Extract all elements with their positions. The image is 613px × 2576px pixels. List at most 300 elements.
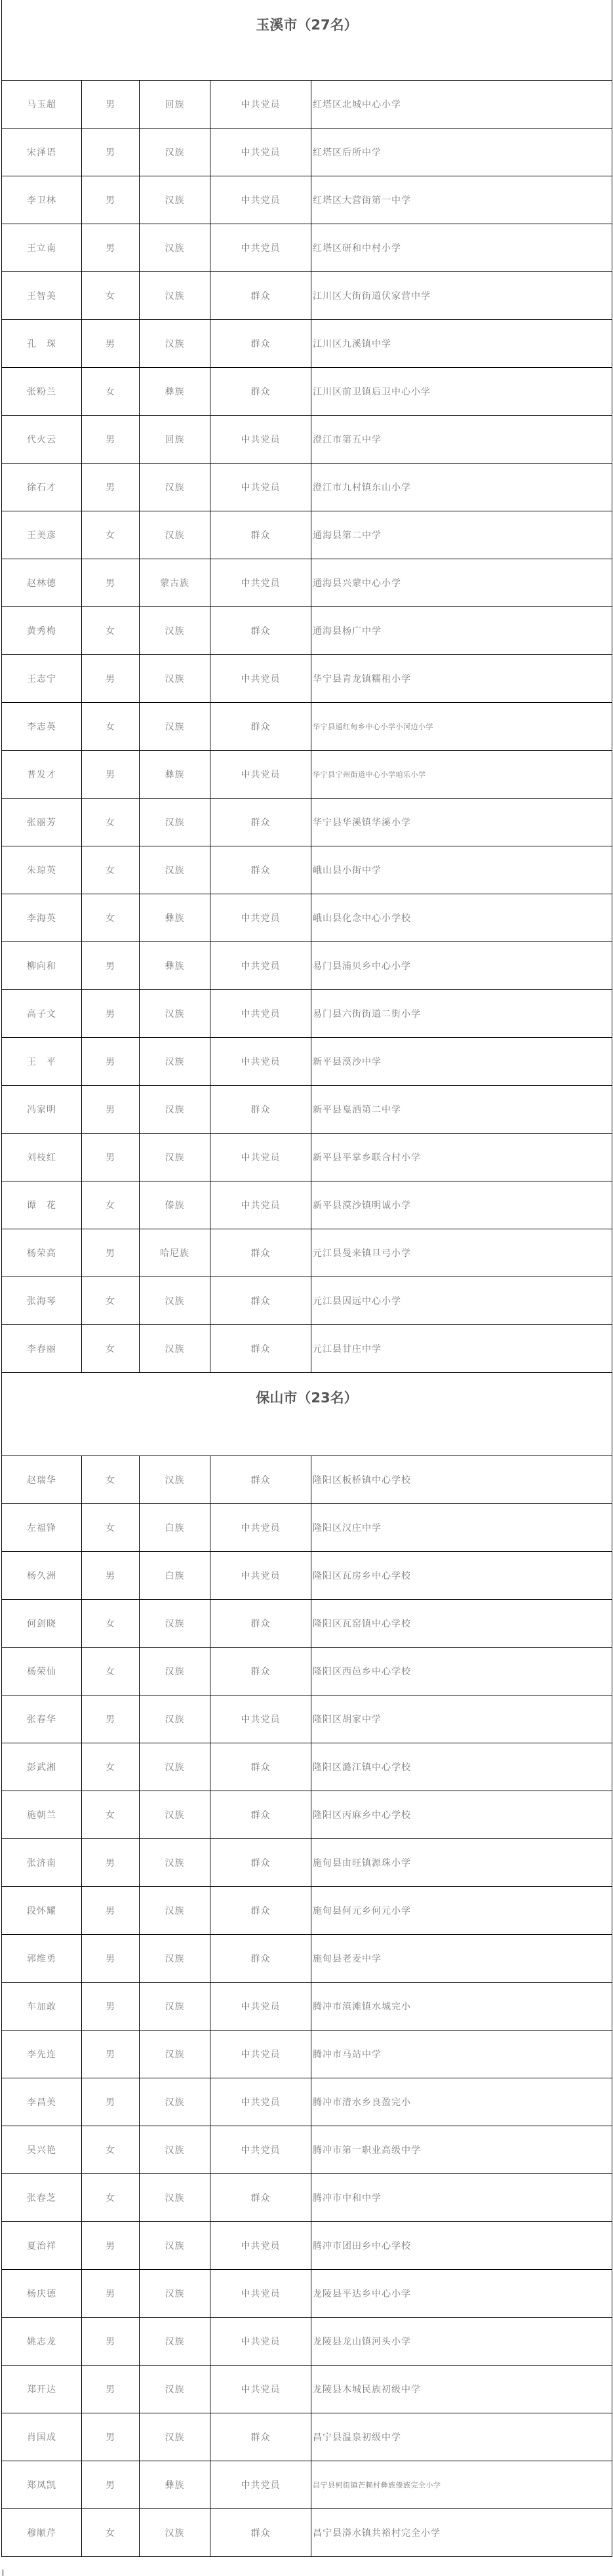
ethnicity-cell: 汉族 — [140, 1695, 210, 1743]
table-row — [2, 1695, 612, 1743]
teacher-list-document — [1, 0, 612, 2557]
ethnicity-cell: 汉族 — [140, 1839, 210, 1887]
ethnicity-cell: 汉族 — [140, 1791, 210, 1839]
political-status-cell: 群众 — [210, 1743, 311, 1791]
ethnicity-cell: 汉族 — [140, 1456, 210, 1504]
political-status-cell: 群众 — [210, 703, 311, 751]
ethnicity-cell: 汉族 — [140, 1743, 210, 1791]
sex-cell: 男 — [82, 2222, 140, 2270]
political-status-cell: 群众 — [210, 368, 311, 416]
table-row — [2, 1839, 612, 1887]
political-status-cell: 中共党员 — [210, 655, 311, 703]
political-status-cell: 中共党员 — [210, 990, 311, 1038]
teacher-name-cell: 刘枝红 — [2, 1134, 82, 1181]
ethnicity-cell: 哈尼族 — [140, 1229, 210, 1277]
political-status-cell: 群众 — [210, 1791, 311, 1839]
political-status-cell: 中共党员 — [210, 176, 311, 224]
table-row — [2, 368, 612, 416]
teacher-name-cell: 孔 琛 — [2, 320, 82, 368]
sex-cell: 男 — [82, 1935, 140, 1983]
sex-cell: 女 — [82, 1648, 140, 1695]
ethnicity-cell: 汉族 — [140, 2031, 210, 2078]
political-status-cell: 中共党员 — [210, 942, 311, 990]
teacher-name-cell: 何剑晓 — [2, 1600, 82, 1648]
teacher-name-cell: 李春丽 — [2, 1325, 82, 1373]
teacher-table-body — [2, 0, 612, 2557]
sex-cell: 女 — [82, 607, 140, 655]
school-cell: 施甸县何元乡何元小学 — [311, 1887, 612, 1935]
sex-cell: 男 — [82, 1552, 140, 1600]
political-status-cell: 中共党员 — [210, 1983, 311, 2031]
table-row — [2, 1743, 612, 1791]
teacher-name-cell: 谭 花 — [2, 1181, 82, 1229]
ethnicity-cell: 汉族 — [140, 2222, 210, 2270]
table-row — [2, 2174, 612, 2222]
ethnicity-cell: 汉族 — [140, 2174, 210, 2222]
teacher-name-cell: 姚志龙 — [2, 2318, 82, 2366]
teacher-name-cell: 冯家明 — [2, 1086, 82, 1134]
political-status-cell: 中共党员 — [210, 1038, 311, 1086]
ethnicity-cell: 彝族 — [140, 751, 210, 799]
sex-cell: 女 — [82, 2174, 140, 2222]
political-status-cell: 中共党员 — [210, 1181, 311, 1229]
ethnicity-cell: 汉族 — [140, 1038, 210, 1086]
ethnicity-cell: 白族 — [140, 1504, 210, 1552]
teacher-name-cell: 赵瑞华 — [2, 1456, 82, 1504]
school-cell: 易门县六街街道二街小学 — [311, 990, 612, 1038]
table-row — [2, 846, 612, 894]
political-status-cell: 群众 — [210, 1325, 311, 1373]
teacher-name-cell: 王智美 — [2, 272, 82, 320]
table-row — [2, 559, 612, 607]
teacher-name-cell: 段怀耀 — [2, 1887, 82, 1935]
table-row — [2, 272, 612, 320]
teacher-name-cell: 王立南 — [2, 224, 82, 272]
political-status-cell: 中共党员 — [210, 2318, 311, 2366]
sex-cell: 男 — [82, 464, 140, 511]
ethnicity-cell: 汉族 — [140, 703, 210, 751]
political-status-cell: 群众 — [210, 1277, 311, 1325]
sex-cell: 女 — [82, 1277, 140, 1325]
school-cell: 峨山县小街中学 — [311, 846, 612, 894]
political-status-cell: 中共党员 — [210, 1134, 311, 1181]
teacher-name-cell: 车加敢 — [2, 1983, 82, 2031]
school-cell: 腾冲市团田乡中心学校 — [311, 2222, 612, 2270]
table-row — [2, 1935, 612, 1983]
school-cell: 澄江市第五中学 — [311, 416, 612, 464]
political-status-cell: 中共党员 — [210, 2078, 311, 2126]
table-row — [2, 2318, 612, 2366]
ethnicity-cell: 汉族 — [140, 176, 210, 224]
table-row — [2, 2270, 612, 2318]
sex-cell: 男 — [82, 1839, 140, 1887]
ethnicity-cell: 白族 — [140, 1552, 210, 1600]
sex-cell: 女 — [82, 1791, 140, 1839]
teacher-name-cell: 杨庆德 — [2, 2270, 82, 2318]
school-cell: 隆阳区丙麻乡中心学校 — [311, 1791, 612, 1839]
table-row — [2, 1648, 612, 1695]
political-status-cell: 中共党员 — [210, 1552, 311, 1600]
school-cell: 隆阳区潞江镇中心学校 — [311, 1743, 612, 1791]
section-header-row — [2, 1373, 612, 1456]
ethnicity-cell: 汉族 — [140, 799, 210, 846]
political-status-cell: 中共党员 — [210, 416, 311, 464]
teacher-name-cell: 朱琼英 — [2, 846, 82, 894]
teacher-name-cell: 彭武湘 — [2, 1743, 82, 1791]
school-cell: 华宁县华溪镇华溪小学 — [311, 799, 612, 846]
sex-cell: 女 — [82, 799, 140, 846]
school-cell: 新平县平掌乡联合村小学 — [311, 1134, 612, 1181]
teacher-name-cell: 吴兴艳 — [2, 2126, 82, 2174]
school-cell: 易门县浦贝乡中心小学 — [311, 942, 612, 990]
political-status-cell: 群众 — [210, 1887, 311, 1935]
ethnicity-cell: 汉族 — [140, 129, 210, 176]
table-row — [2, 2031, 612, 2078]
ethnicity-cell: 汉族 — [140, 1983, 210, 2031]
table-row — [2, 1791, 612, 1839]
school-cell: 元江县曼来镇旦弓小学 — [311, 1229, 612, 1277]
sex-cell: 男 — [82, 224, 140, 272]
teacher-name-cell: 郭维勇 — [2, 1935, 82, 1983]
sex-cell: 女 — [82, 1504, 140, 1552]
table-row — [2, 655, 612, 703]
school-cell: 昌宁县漭水镇共裕村完全小学 — [311, 2509, 612, 2557]
table-row — [2, 224, 612, 272]
teacher-name-cell: 黄秀梅 — [2, 607, 82, 655]
school-cell: 新平县戛洒第二中学 — [311, 1086, 612, 1134]
table-row — [2, 2222, 612, 2270]
ethnicity-cell: 汉族 — [140, 1277, 210, 1325]
school-cell: 腾冲市清水乡良盈完小 — [311, 2078, 612, 2126]
school-cell: 华宁县宁州街道中心小学咱乐小学 — [311, 751, 612, 799]
table-row — [2, 2366, 612, 2413]
table-row — [2, 1504, 612, 1552]
ethnicity-cell: 汉族 — [140, 1648, 210, 1695]
sex-cell: 女 — [82, 511, 140, 559]
school-cell: 隆阳区瓦房乡中心学校 — [311, 1552, 612, 1600]
teacher-name-cell: 代火云 — [2, 416, 82, 464]
ethnicity-cell: 汉族 — [140, 1134, 210, 1181]
teacher-name-cell: 郑凤凯 — [2, 2461, 82, 2509]
school-cell: 红塔区北城中心小学 — [311, 81, 612, 129]
teacher-name-cell: 高子文 — [2, 990, 82, 1038]
teacher-name-cell: 张丽芳 — [2, 799, 82, 846]
school-cell: 通海县杨广中学 — [311, 607, 612, 655]
sex-cell: 女 — [82, 846, 140, 894]
table-row — [2, 894, 612, 942]
table-row — [2, 464, 612, 511]
ethnicity-cell: 蒙古族 — [140, 559, 210, 607]
sex-cell: 男 — [82, 320, 140, 368]
teacher-name-cell: 王志宁 — [2, 655, 82, 703]
school-cell: 新平县漠沙中学 — [311, 1038, 612, 1086]
school-cell: 施甸县老麦中学 — [311, 1935, 612, 1983]
sex-cell: 男 — [82, 2413, 140, 2461]
sex-cell: 男 — [82, 1134, 140, 1181]
teacher-name-cell: 杨荣仙 — [2, 1648, 82, 1695]
school-cell: 腾冲市第一职业高级中学 — [311, 2126, 612, 2174]
sex-cell: 男 — [82, 1983, 140, 2031]
ethnicity-cell: 汉族 — [140, 990, 210, 1038]
table-row — [2, 1038, 612, 1086]
sex-cell: 女 — [82, 703, 140, 751]
sex-cell: 男 — [82, 2031, 140, 2078]
table-row — [2, 990, 612, 1038]
teacher-name-cell: 张春芝 — [2, 2174, 82, 2222]
school-cell: 新平县漠沙镇明诚小学 — [311, 1181, 612, 1229]
sex-cell: 男 — [82, 1695, 140, 1743]
ethnicity-cell: 回族 — [140, 416, 210, 464]
teacher-name-cell: 穆顺芹 — [2, 2509, 82, 2557]
sex-cell: 男 — [82, 2461, 140, 2509]
school-cell: 龙陵县木城民族初级中学 — [311, 2366, 612, 2413]
teacher-name-cell: 徐石才 — [2, 464, 82, 511]
sex-cell: 男 — [82, 1038, 140, 1086]
sex-cell: 男 — [82, 81, 140, 129]
sex-cell: 女 — [82, 2126, 140, 2174]
political-status-cell: 中共党员 — [210, 2126, 311, 2174]
table-continuation-edge — [3, 2569, 613, 2576]
table-row — [2, 799, 612, 846]
ethnicity-cell: 汉族 — [140, 2270, 210, 2318]
political-status-cell: 中共党员 — [210, 2270, 311, 2318]
sex-cell: 女 — [82, 368, 140, 416]
school-cell: 通海县第二中学 — [311, 511, 612, 559]
teacher-name-cell: 张海琴 — [2, 1277, 82, 1325]
ethnicity-cell: 汉族 — [140, 1325, 210, 1373]
table-row — [2, 1181, 612, 1229]
teacher-name-cell: 张济南 — [2, 1839, 82, 1887]
sex-cell: 男 — [82, 655, 140, 703]
school-cell: 元江县甘庄中学 — [311, 1325, 612, 1373]
table-row — [2, 942, 612, 990]
political-status-cell: 中共党员 — [210, 559, 311, 607]
sex-cell: 男 — [82, 176, 140, 224]
table-row — [2, 320, 612, 368]
section-title: 保山市（23名） — [2, 1373, 612, 1456]
ethnicity-cell: 汉族 — [140, 224, 210, 272]
table-row — [2, 1983, 612, 2031]
table-row — [2, 1456, 612, 1504]
political-status-cell: 群众 — [210, 320, 311, 368]
ethnicity-cell: 汉族 — [140, 655, 210, 703]
section-header-row — [2, 0, 612, 81]
teacher-name-cell: 肖国成 — [2, 2413, 82, 2461]
school-cell: 华宁县通红甸乡中心小学小河边小学 — [311, 703, 612, 751]
sex-cell: 女 — [82, 894, 140, 942]
sex-cell: 男 — [82, 1887, 140, 1935]
school-cell: 通海县兴蒙中心小学 — [311, 559, 612, 607]
school-cell: 施甸县由旺镇源珠小学 — [311, 1839, 612, 1887]
school-cell: 红塔区大营街第一中学 — [311, 176, 612, 224]
school-cell: 昌宁县柯街镇芒赖村彝族傣族完全小学 — [311, 2461, 612, 2509]
school-cell: 江川区前卫镇后卫中心小学 — [311, 368, 612, 416]
table-row — [2, 1600, 612, 1648]
sex-cell: 男 — [82, 2270, 140, 2318]
sex-cell: 男 — [82, 129, 140, 176]
ethnicity-cell: 汉族 — [140, 2078, 210, 2126]
teacher-name-cell: 杨久洲 — [2, 1552, 82, 1600]
table-row — [2, 1325, 612, 1373]
teacher-name-cell: 赵林德 — [2, 559, 82, 607]
section-title: 玉溪市（27名） — [2, 0, 612, 81]
political-status-cell: 群众 — [210, 2413, 311, 2461]
sex-cell: 女 — [82, 1325, 140, 1373]
school-cell: 峨山县化念中心小学校 — [311, 894, 612, 942]
school-cell: 江川区大街街道伏家营中学 — [311, 272, 612, 320]
ethnicity-cell: 汉族 — [140, 607, 210, 655]
school-cell: 龙陵县平达乡中心小学 — [311, 2270, 612, 2318]
ethnicity-cell: 彝族 — [140, 2461, 210, 2509]
ethnicity-cell: 彝族 — [140, 942, 210, 990]
ethnicity-cell: 回族 — [140, 81, 210, 129]
political-status-cell: 中共党员 — [210, 2461, 311, 2509]
teacher-name-cell: 张粉兰 — [2, 368, 82, 416]
sex-cell: 女 — [82, 2509, 140, 2557]
political-status-cell: 中共党员 — [210, 224, 311, 272]
political-status-cell: 中共党员 — [210, 81, 311, 129]
political-status-cell: 群众 — [210, 2509, 311, 2557]
table-row — [2, 1086, 612, 1134]
table-row — [2, 703, 612, 751]
political-status-cell: 群众 — [210, 1456, 311, 1504]
sex-cell: 女 — [82, 1181, 140, 1229]
political-status-cell: 群众 — [210, 1600, 311, 1648]
ethnicity-cell: 汉族 — [140, 1887, 210, 1935]
sex-cell: 男 — [82, 942, 140, 990]
school-cell: 龙陵县龙山镇河头小学 — [311, 2318, 612, 2366]
ethnicity-cell: 汉族 — [140, 1600, 210, 1648]
school-cell: 华宁县青龙镇糯租小学 — [311, 655, 612, 703]
political-status-cell: 中共党员 — [210, 2031, 311, 2078]
political-status-cell: 群众 — [210, 1229, 311, 1277]
political-status-cell: 中共党员 — [210, 2366, 311, 2413]
table-row — [2, 1552, 612, 1600]
political-status-cell: 中共党员 — [210, 751, 311, 799]
table-row — [2, 2461, 612, 2509]
teacher-name-cell: 李海英 — [2, 894, 82, 942]
teacher-name-cell: 郑开达 — [2, 2366, 82, 2413]
ethnicity-cell: 汉族 — [140, 2318, 210, 2366]
table-row — [2, 416, 612, 464]
ethnicity-cell: 汉族 — [140, 2413, 210, 2461]
political-status-cell: 群众 — [210, 1839, 311, 1887]
school-cell: 隆阳区瓦窑镇中心学校 — [311, 1600, 612, 1648]
sex-cell: 女 — [82, 1743, 140, 1791]
teacher-name-cell: 张春华 — [2, 1695, 82, 1743]
ethnicity-cell: 汉族 — [140, 2126, 210, 2174]
table-row — [2, 2078, 612, 2126]
teacher-name-cell: 李先连 — [2, 2031, 82, 2078]
table-row — [2, 511, 612, 559]
sex-cell: 男 — [82, 2366, 140, 2413]
political-status-cell: 中共党员 — [210, 2222, 311, 2270]
ethnicity-cell: 彝族 — [140, 894, 210, 942]
political-status-cell: 群众 — [210, 511, 311, 559]
political-status-cell: 中共党员 — [210, 129, 311, 176]
school-cell: 昌宁县温泉初级中学 — [311, 2413, 612, 2461]
table-row — [2, 2413, 612, 2461]
political-status-cell: 群众 — [210, 1648, 311, 1695]
political-status-cell: 群众 — [210, 272, 311, 320]
school-cell: 澄江市九村镇东山小学 — [311, 464, 612, 511]
teacher-name-cell: 马玉超 — [2, 81, 82, 129]
sex-cell: 男 — [82, 2078, 140, 2126]
school-cell: 江川区九溪镇中学 — [311, 320, 612, 368]
ethnicity-cell: 汉族 — [140, 272, 210, 320]
teacher-name-cell: 柳向和 — [2, 942, 82, 990]
school-cell: 腾冲市滇滩镇水城完小 — [311, 1983, 612, 2031]
sex-cell: 男 — [82, 1229, 140, 1277]
sex-cell: 男 — [82, 559, 140, 607]
political-status-cell: 群众 — [210, 846, 311, 894]
school-cell: 腾冲市马站中学 — [311, 2031, 612, 2078]
teacher-name-cell: 左福锋 — [2, 1504, 82, 1552]
teacher-name-cell: 施朝兰 — [2, 1791, 82, 1839]
ethnicity-cell: 彝族 — [140, 368, 210, 416]
sex-cell: 男 — [82, 416, 140, 464]
ethnicity-cell: 汉族 — [140, 464, 210, 511]
ethnicity-cell: 汉族 — [140, 846, 210, 894]
table-row — [2, 1229, 612, 1277]
sex-cell: 女 — [82, 272, 140, 320]
sex-cell: 女 — [82, 1600, 140, 1648]
sex-cell: 女 — [82, 1456, 140, 1504]
sex-cell: 男 — [82, 751, 140, 799]
ethnicity-cell: 汉族 — [140, 511, 210, 559]
school-cell: 隆阳区西邑乡中心学校 — [311, 1648, 612, 1695]
teacher-name-cell: 李昌美 — [2, 2078, 82, 2126]
table-row — [2, 2126, 612, 2174]
table-row — [2, 751, 612, 799]
ethnicity-cell: 汉族 — [140, 2366, 210, 2413]
political-status-cell: 群众 — [210, 607, 311, 655]
school-cell: 隆阳区板桥镇中心学校 — [311, 1456, 612, 1504]
table-row — [2, 81, 612, 129]
table-row — [2, 2509, 612, 2557]
ethnicity-cell: 汉族 — [140, 1086, 210, 1134]
table-row — [2, 607, 612, 655]
ethnicity-cell: 汉族 — [140, 2509, 210, 2557]
political-status-cell: 中共党员 — [210, 1695, 311, 1743]
table-row — [2, 129, 612, 176]
school-cell: 腾冲市中和中学 — [311, 2174, 612, 2222]
teacher-name-cell: 杨荣高 — [2, 1229, 82, 1277]
political-status-cell: 中共党员 — [210, 894, 311, 942]
teacher-name-cell: 李卫林 — [2, 176, 82, 224]
ethnicity-cell: 汉族 — [140, 320, 210, 368]
table-row — [2, 1277, 612, 1325]
school-cell: 红塔区后所中学 — [311, 129, 612, 176]
school-cell: 红塔区研和中村小学 — [311, 224, 612, 272]
school-cell: 元江县因远中心小学 — [311, 1277, 612, 1325]
teacher-name-cell: 夏治祥 — [2, 2222, 82, 2270]
teacher-name-cell: 王 平 — [2, 1038, 82, 1086]
political-status-cell: 群众 — [210, 799, 311, 846]
ethnicity-cell: 傣族 — [140, 1181, 210, 1229]
political-status-cell: 群众 — [210, 2174, 311, 2222]
political-status-cell: 群众 — [210, 1086, 311, 1134]
table-row — [2, 176, 612, 224]
table-row — [2, 1887, 612, 1935]
table-row — [2, 1134, 612, 1181]
school-cell: 隆阳区胡家中学 — [311, 1695, 612, 1743]
sex-cell: 男 — [82, 990, 140, 1038]
teacher-table — [1, 0, 612, 2557]
teacher-name-cell: 李志英 — [2, 703, 82, 751]
teacher-name-cell: 普发才 — [2, 751, 82, 799]
teacher-name-cell: 宋泽语 — [2, 129, 82, 176]
